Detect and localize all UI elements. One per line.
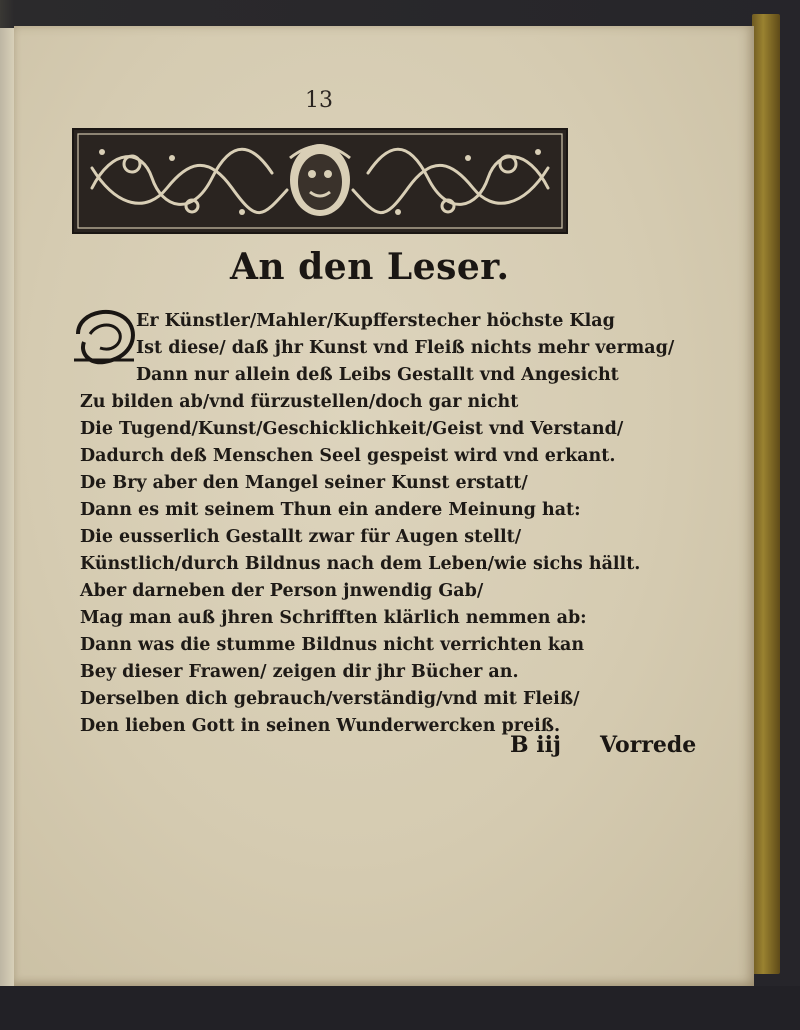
poem-line: Bey dieser Frawen/ zeigen dir jhr Bücher an. bbox=[80, 662, 519, 682]
poem-line: Die Tugend/Kunst/Geschicklichkeit/Geist vnd Verstand/ bbox=[80, 419, 624, 439]
poem-line: Dann nur allein deß Leibs Gestallt vnd Angesicht bbox=[136, 365, 619, 385]
scan-background bbox=[0, 986, 800, 1030]
poem-line: Aber darneben der Person jnwendig Gab/ bbox=[80, 581, 484, 601]
page-heading: An den Leser. bbox=[230, 246, 510, 288]
poem-line: De Bry aber den Mangel seiner Kunst erstatt/ bbox=[80, 473, 528, 493]
poem-line: Dadurch deß Menschen Seel gespeist wird vnd erkant. bbox=[80, 446, 616, 466]
poem-line: Er Künstler/Mahler/Kupfferstecher höchste Klag bbox=[136, 311, 615, 331]
poem-line: Dann was die stumme Bildnus nicht verrichten kan bbox=[80, 635, 585, 655]
poem-text bbox=[80, 308, 700, 740]
poem-line: Künstlich/durch Bildnus nach dem Leben/wie sichs hällt. bbox=[80, 554, 641, 574]
poem-line: Mag man auß jhren Schrifften klärlich nemmen ab: bbox=[80, 608, 587, 628]
woodcut-headpiece-icon bbox=[72, 128, 568, 238]
catchword: Vorrede bbox=[600, 732, 697, 758]
poem-line: Die eusserlich Gestallt zwar für Augen stellt/ bbox=[80, 527, 522, 547]
poem-line: Derselben dich gebrauch/verständig/vnd mit Fleiß/ bbox=[80, 689, 580, 709]
poem-line: Zu bilden ab/vnd fürzustellen/doch gar nicht bbox=[80, 392, 519, 412]
poem-line: Den lieben Gott in seinen Wunderwercken preiß. bbox=[80, 716, 561, 736]
page-number: 13 bbox=[305, 88, 333, 113]
poem-line: Ist diese/ daß jhr Kunst vnd Fleiß nichts mehr vermag/ bbox=[136, 338, 675, 358]
gilded-page-edge bbox=[752, 14, 780, 974]
facing-page-edge bbox=[0, 28, 14, 988]
signature-mark: B iij bbox=[510, 732, 561, 758]
poem-line: Dann es mit seinem Thun ein andere Meinung hat: bbox=[80, 500, 581, 520]
